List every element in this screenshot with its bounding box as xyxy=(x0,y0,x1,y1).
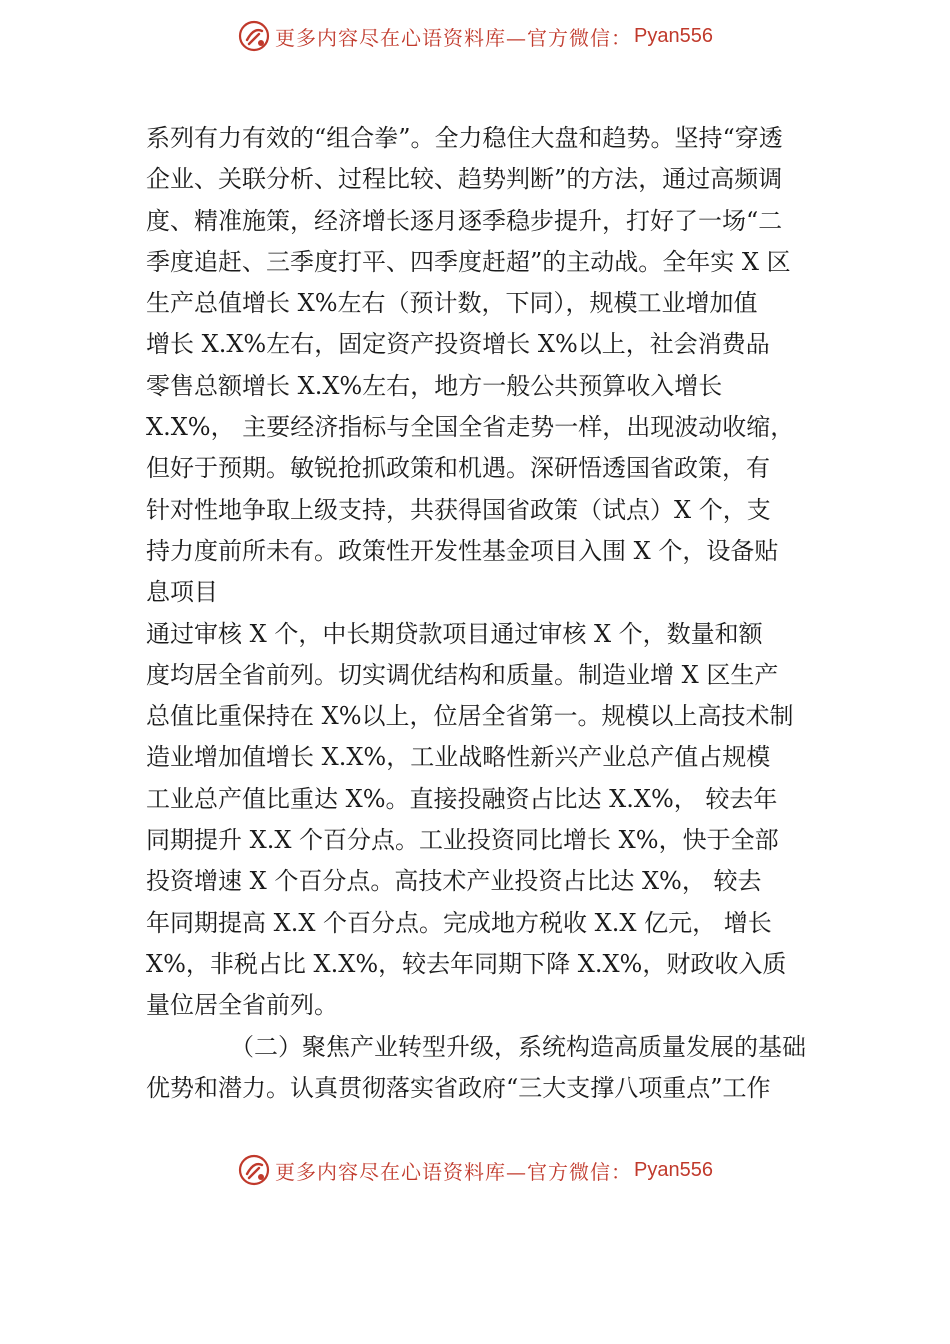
banner-wechat-id: Pyan556 xyxy=(634,24,713,47)
text-line: 持力度前所未有。政策性开发性基金项目入围 X 个，设备贴 xyxy=(146,536,779,565)
banner-wechat-id: Pyan556 xyxy=(634,1158,713,1181)
text-line: X.X%， 主要经济指标与全国全省走势一样，出现波动收缩， xyxy=(146,413,795,442)
banner-text: 更多内容尽在心语资料库—官方微信： xyxy=(275,1159,633,1184)
text-line: 度、精准施策，经济增长逐月逐季稳步提升，打好了一场“二 xyxy=(146,206,783,235)
text-line: 增长 X.X%左右，固定资产投资增长 X%以上，社会消费品 xyxy=(146,330,770,359)
text-line: 量位居全省前列。 xyxy=(146,991,338,1020)
text-line: 年同期提高 X.X 个百分点。完成地方税收 X.X 亿元， 增长 xyxy=(146,908,772,937)
text-line: 系列有力有效的“组合拳”。全力稳住大盘和趋势。坚持“穿透 xyxy=(146,124,783,152)
text-line: 总值比重保持在 X%以上，位居全省第一。规模以上高技术制 xyxy=(146,702,794,731)
text-line: 造业增加值增长 X.X%，工业战略性新兴产业总产值占规模 xyxy=(146,743,771,772)
brand-logo-icon xyxy=(237,19,271,53)
section-heading-line: （二）聚焦产业转型升级，系统构造高质量发展的基础 xyxy=(230,1032,806,1061)
text-line: X%，非税占比 X.X%，较去年同期下降 X.X%，财政收入质 xyxy=(146,949,787,978)
text-line: 季度追赶、三季度打平、四季度赶超”的主动战。全年实 X 区 xyxy=(146,247,791,276)
text-line: 优势和潜力。认真贯彻落实省政府“三大支撑八项重点”工作 xyxy=(146,1073,771,1102)
text-line: 零售总额增长 X.X%左右，地方一般公共预算收入增长 xyxy=(146,371,723,400)
text-line: 但好于预期。敏锐抢抓政策和机遇。深研悟透国省政策，有 xyxy=(146,454,770,483)
text-line: 息项目 xyxy=(146,578,218,607)
header-banner xyxy=(0,16,950,56)
document-body xyxy=(146,118,826,1109)
text-line: 工业总产值比重达 X%。直接投融资占比达 X.X%， 较去年 xyxy=(146,784,778,813)
text-line: 度均居全省前列。切实调优结构和质量。制造业增 X 区生产 xyxy=(146,660,779,689)
text-line: 投资增速 X 个百分点。高技术产业投资占比达 X%， 较去 xyxy=(146,867,762,896)
brand-logo-icon xyxy=(237,1153,271,1187)
text-line: 同期提升 X.X 个百分点。工业投资同比增长 X%，快于全部 xyxy=(146,826,779,855)
text-line: 通过审核 X 个，中长期贷款项目通过审核 X 个，数量和额 xyxy=(146,619,763,648)
text-line: 生产总值增长 X%左右（预计数，下同），规模工业增加值 xyxy=(146,289,758,318)
banner-text: 更多内容尽在心语资料库—官方微信： xyxy=(275,25,633,50)
text-line: 针对性地争取上级支持，共获得国省政策（试点）X 个，支 xyxy=(146,495,771,524)
text-line: 企业、关联分析、过程比较、趋势判断”的方法，通过高频调 xyxy=(146,165,783,194)
footer-banner xyxy=(0,1150,950,1190)
